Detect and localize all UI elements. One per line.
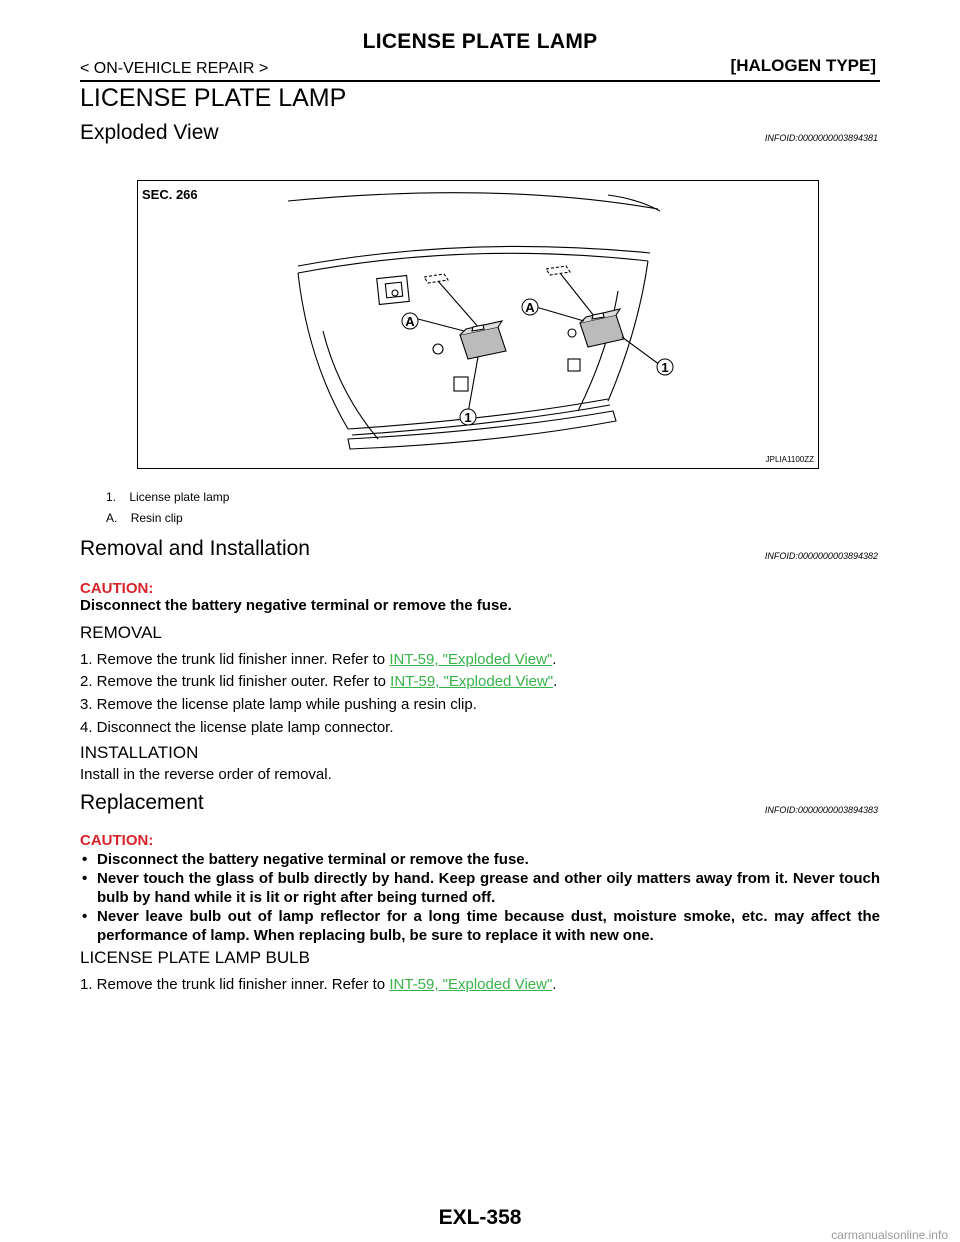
callout-a-left: A [405,314,415,329]
watermark: carmanualsonline.info [831,1228,948,1242]
legend-text: License plate lamp [129,490,230,504]
caution-bullet: • Never leave bulb out of lamp reflector for a long time because dust, moisture smoke, etc. may affect the performance of lamp. When replacing bulb, be sure to replace it with new one. [80,907,880,945]
legend-number: 1. [106,490,117,504]
exploded-view-figure [137,180,819,469]
removal-installation-infoid: INFOID:0000000003894382 [764,551,878,561]
bulb-heading: LICENSE PLATE LAMP BULB [80,948,310,967]
header-category: < ON-VEHICLE REPAIR > [80,60,269,77]
caution-label: CAUTION: [80,832,154,849]
caution-label: CAUTION: [80,580,154,597]
step-text: 2. Remove the trunk lid finisher outer. Refer to [80,673,391,690]
header-variant: [HALOGEN TYPE] [730,56,876,75]
step-punct: . [552,976,557,993]
removal-installation-heading: Removal and Installation [80,537,310,560]
exploded-view-heading: Exploded View [80,121,219,144]
step-text: 1. Remove the trunk lid finisher inner. Refer to [80,651,390,668]
callout-1-right: 1 [661,360,669,375]
caution-bullet-list [80,850,880,945]
figure-sec-label: SEC. 266 [142,187,198,202]
figure-image-code: JPLIA1100ZZ [765,455,814,464]
bulb-step [80,976,556,993]
step-text: 3. Remove the license plate lamp while pushing a resin clip. [80,696,477,713]
step-text: 4. Disconnect the license plate lamp connector. [80,719,394,736]
int-59-exploded-view-link[interactable]: INT-59, "Exploded View" [390,673,554,690]
callout-1-left: 1 [464,410,472,425]
page-header-title: LICENSE PLATE LAMP [362,30,598,53]
step-text: 1. Remove the trunk lid finisher inner. Refer to [80,976,390,993]
exploded-view-infoid: INFOID:0000000003894381 [764,133,878,143]
removal-step [80,719,394,736]
legend-item [106,490,229,504]
caution-bullet: • Disconnect the battery negative terminal or remove the fuse. [80,850,880,869]
removal-heading: REMOVAL [80,623,162,642]
legend-text: Resin clip [130,511,183,525]
removal-step [80,673,557,690]
legend-number: A. [106,511,118,525]
removal-step [80,696,477,713]
section-title: LICENSE PLATE LAMP [80,84,347,112]
license-plate-lamp-diagram [138,181,818,468]
int-59-exploded-view-link[interactable]: INT-59, "Exploded View" [389,651,553,668]
int-59-exploded-view-link[interactable]: INT-59, "Exploded View" [389,976,553,993]
callout-a-right: A [525,300,535,315]
step-punct: . [553,673,558,690]
installation-text: Install in the reverse order of removal. [80,766,332,783]
header-divider [80,80,880,82]
legend-item [106,511,183,525]
removal-step [80,651,556,668]
installation-heading: INSTALLATION [80,743,199,762]
caution-text: Disconnect the battery negative terminal or remove the fuse. [80,597,512,614]
step-punct: . [552,651,557,668]
page-number: EXL-358 [438,1206,522,1229]
replacement-heading: Replacement [80,791,204,814]
replacement-infoid: INFOID:0000000003894383 [764,805,878,815]
caution-bullet: • Never touch the glass of bulb directly by hand. Keep grease and other oily matters away from it. Never touch bulb by hand while it is lit or right after being turned off. [80,869,880,907]
